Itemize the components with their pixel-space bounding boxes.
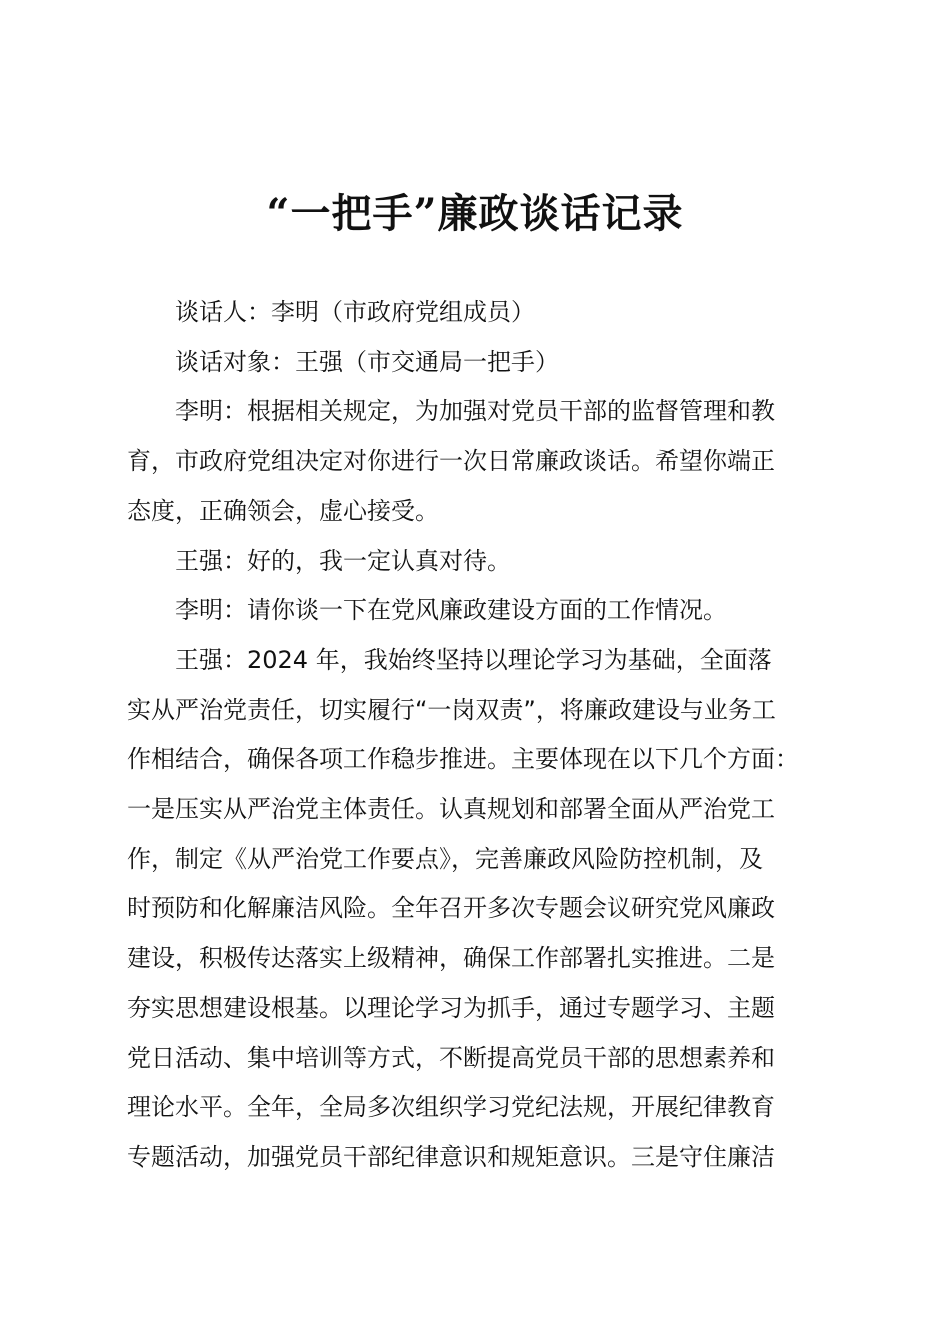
text-line: 育，市政府党组决定对你进行一次日常廉政谈话。希望你端正: [127, 447, 775, 476]
text-line: 夯实思想建设根基。以理论学习为抓手，通过专题学习、主题: [127, 993, 775, 1022]
paragraph-interviewer: [127, 288, 827, 338]
document-body: [127, 288, 827, 1183]
text-line: 作，制定《从严治党工作要点》，完善廉政风险防控机制，及: [127, 844, 763, 873]
paragraph-wang-qiang-report: [127, 636, 827, 1183]
text-line: 李明：根据相关规定，为加强对党员干部的监督管理和教: [175, 397, 775, 426]
paragraph-wang-qiang-reply: [127, 537, 827, 587]
text-line: 理论水平。全年，全局多次组织学习党纪法规，开展纪律教育: [127, 1093, 775, 1122]
text-line: 建设，积极传达落实上级精神，确保工作部署扎实推进。二是: [127, 944, 775, 973]
text-line: 作相结合，确保各项工作稳步推进。主要体现在以下几个方面：: [127, 745, 799, 774]
text-line: 王强：好的，我一定认真对待。: [175, 546, 511, 575]
text-line: 专题活动，加强党员干部纪律意识和规矩意识。三是守住廉洁: [127, 1142, 775, 1171]
paragraph-li-ming-opening: [127, 387, 827, 536]
text-line: 实从严治党责任，切实履行“一岗双责”，将廉政建设与业务工: [127, 695, 776, 724]
text-line: 一是压实从严治党主体责任。认真规划和部署全面从严治党工: [127, 795, 775, 824]
text-line: 时预防和化解廉洁风险。全年召开多次专题会议研究党风廉政: [127, 894, 775, 923]
text-line: 王强：2024 年，我始终坚持以理论学习为基础，全面落: [175, 645, 772, 674]
document-title: “一把手”廉政谈话记录: [266, 190, 684, 237]
paragraph-li-ming-question: [127, 586, 827, 636]
text-line: 态度，正确领会，虚心接受。: [127, 496, 439, 525]
text-line: 党日活动、集中培训等方式，不断提高党员干部的思想素养和: [127, 1043, 775, 1072]
paragraph-interviewee: [127, 338, 827, 388]
text-line: 谈话对象：王强（市交通局一把手）: [175, 347, 559, 376]
text-line: 谈话人：李明（市政府党组成员）: [175, 298, 535, 326]
text-line: 李明：请你谈一下在党风廉政建设方面的工作情况。: [175, 596, 727, 625]
